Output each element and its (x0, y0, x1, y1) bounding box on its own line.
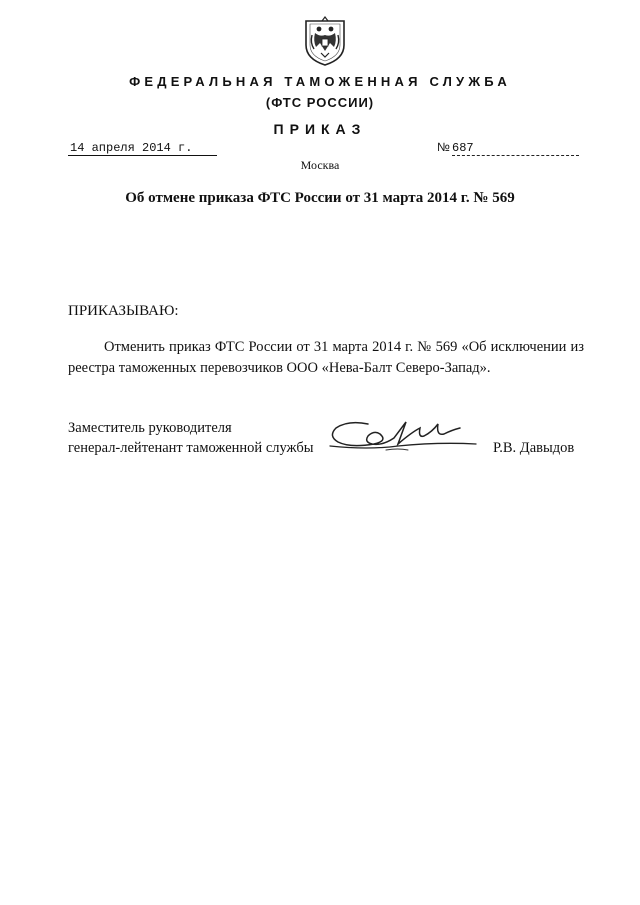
order-number: 687 (452, 141, 579, 156)
coat-of-arms-icon (302, 15, 348, 67)
agency-name: ФЕДЕРАЛЬНАЯ ТАМОЖЕННАЯ СЛУЖБА (129, 74, 511, 89)
signer-position-line1: Заместитель руководителя (68, 420, 232, 436)
document-type: ПРИКАЗ (273, 121, 367, 137)
order-word: ПРИКАЗЫВАЮ: (68, 303, 179, 319)
signature-icon (328, 414, 478, 458)
signer-name: Р.В. Давыдов (493, 440, 575, 456)
number-sign: № (437, 140, 450, 154)
order-paragraph: Отменить приказ ФТС России от 31 марта 2014 г. № 569 «Об исключении из реестра таможенных перевозчиков ООО «Нева-Балт Северо-Запад». (68, 339, 584, 376)
agency-short-name: (ФТС РОССИИ) (265, 95, 375, 110)
signer-position-line2: генерал-лейтенант таможенной службы (68, 440, 314, 456)
document-title: Об отмене приказа ФТС России от 31 марта 2014 г. № 569 (125, 190, 515, 206)
order-date: 14 апреля 2014 г. (68, 141, 217, 156)
city: Москва (300, 158, 340, 172)
